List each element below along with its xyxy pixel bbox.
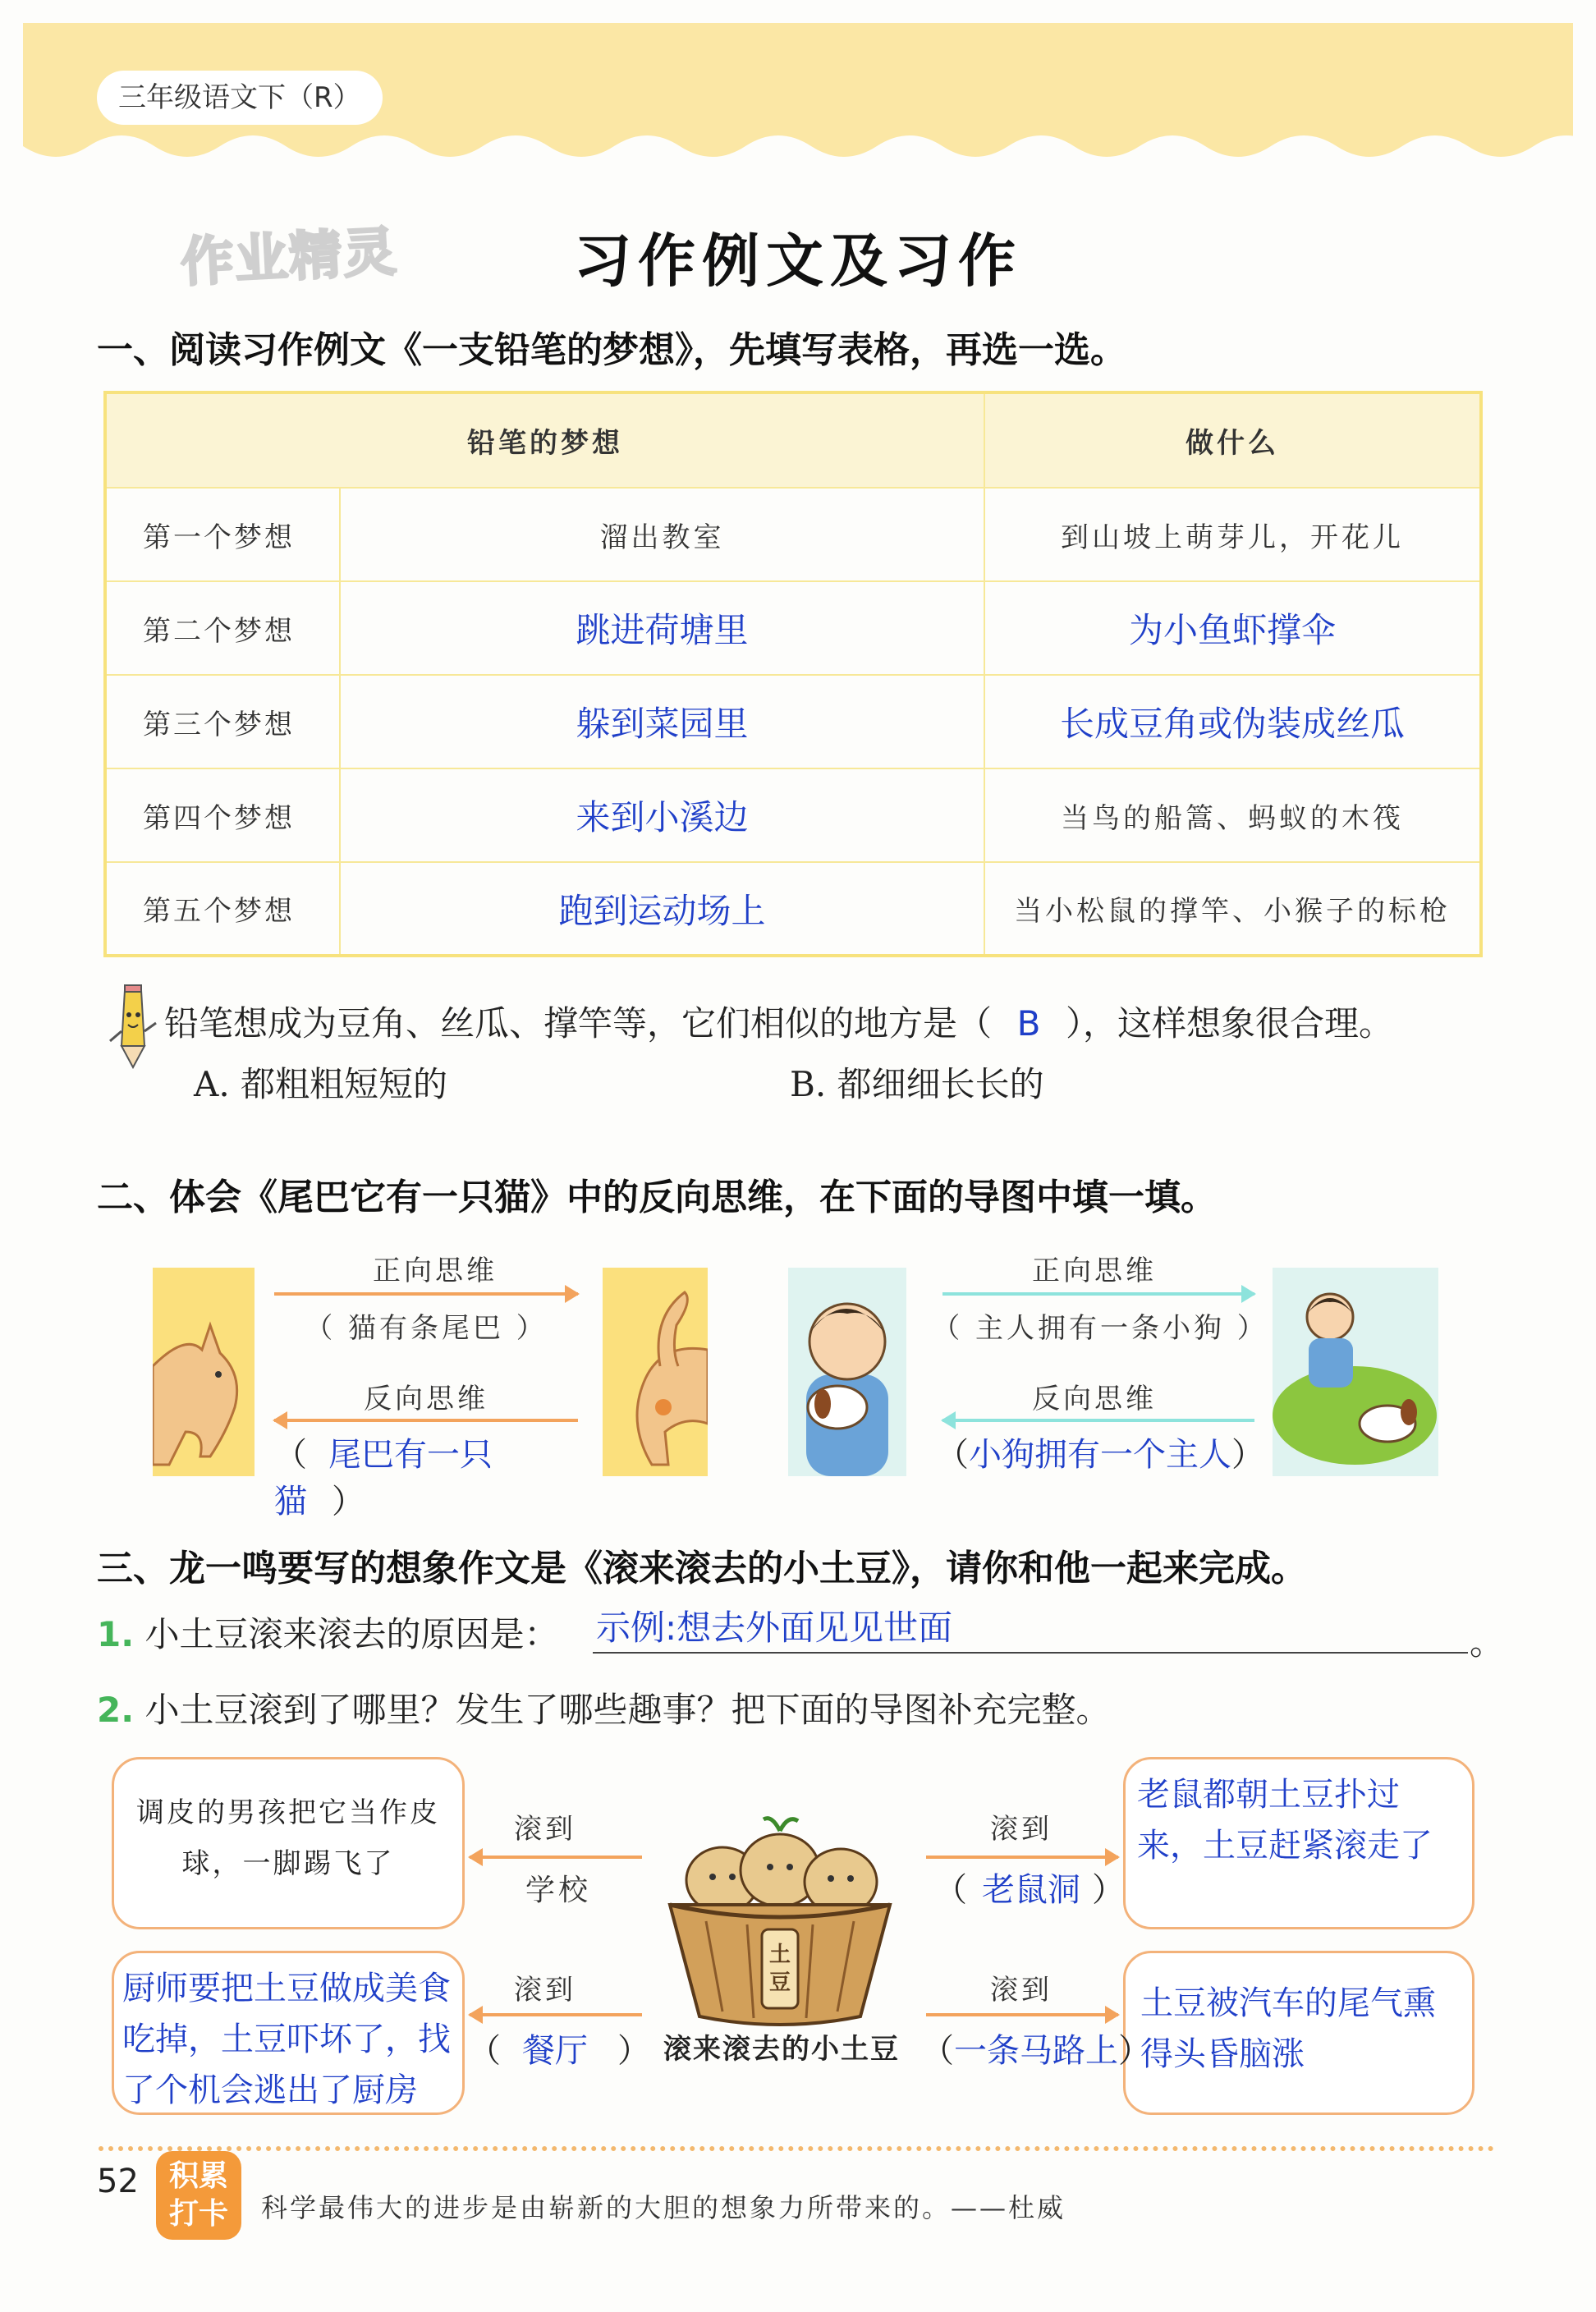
place-top-left: 学校	[525, 1874, 592, 1907]
paren-open: （	[934, 1871, 967, 1909]
right-forward-text: （ 主人拥有一条小狗 ）	[932, 1312, 1268, 1345]
question-answer[interactable]: B	[1016, 1003, 1041, 1044]
paren-close: ）	[1231, 1436, 1264, 1474]
page-title: 习作例文及习作	[574, 227, 1022, 295]
question-prefix: 铅笔想成为豆角、丝瓜、撑竿等，它们相似的地方是（	[164, 1003, 993, 1044]
section2-heading: 二、体会《尾巴它有一只猫》中的反向思维，在下面的导图中填一填。	[97, 1177, 1217, 1218]
place-bottom-right-row	[921, 2025, 1151, 2071]
left-reverse-row	[274, 1429, 578, 1522]
q1-answer-underline	[593, 1652, 1468, 1654]
q1-text: 小土豆滚来滚去的原因是：	[144, 1614, 559, 1654]
right-reverse-label: 反向思维	[1032, 1383, 1157, 1415]
place-top-right-row	[934, 1864, 1125, 1911]
badge-line1: 积累	[168, 2159, 228, 2193]
table-row	[105, 768, 1481, 862]
q2-line	[97, 1683, 1509, 1732]
action-cell-answer[interactable]: 为小鱼虾撑伞	[984, 581, 1481, 675]
q2-number: 2.	[97, 1690, 135, 1730]
table-row	[105, 488, 1481, 581]
badge-line2: 打卡	[168, 2197, 228, 2231]
boy-and-dog-field-picture	[1273, 1268, 1438, 1476]
paren-open: （	[936, 1436, 969, 1474]
dream-cell-answer[interactable]: 跳进荷塘里	[340, 581, 984, 675]
dream-cell: 溜出教室	[340, 488, 984, 581]
option-a: A. 都粗粗短短的	[194, 1064, 448, 1104]
footer-divider	[99, 2146, 1494, 2151]
action-cell-answer[interactable]: 长成豆角或伪装成丝瓜	[984, 675, 1481, 768]
grade-badge: 三年级语文下（R）	[97, 71, 383, 125]
action-cell: 当鸟的船篙、蚂蚁的木筏	[984, 768, 1481, 862]
pencil-dream-table	[103, 391, 1483, 957]
arrow-bottom-left	[470, 2013, 642, 2016]
table-row	[105, 581, 1481, 675]
table-header-dream: 铅笔的梦想	[105, 392, 984, 488]
mindmap-center-title: 滚来滚去的小土豆	[663, 2033, 900, 2066]
paren-open: （	[274, 1436, 307, 1474]
verb-bottom-left: 滚到	[514, 1974, 576, 2007]
left-forward-arrow	[274, 1292, 578, 1296]
left-reverse-label: 反向思维	[364, 1383, 488, 1415]
basket-label: 土豆	[768, 1943, 791, 1995]
row-label: 第二个梦想	[105, 581, 340, 675]
box-top-right	[1123, 1757, 1474, 1929]
story-bottom-left[interactable]: 厨师要把土豆做成美食吃掉，土豆吓坏了，找了个机会逃出了厨房	[122, 1970, 451, 2109]
tail-cat-picture	[603, 1268, 708, 1476]
dream-cell-answer[interactable]: 跑到运动场上	[340, 862, 984, 956]
left-forward-label: 正向思维	[373, 1255, 498, 1287]
tail-cat-drawing	[603, 1268, 708, 1476]
box-bottom-left	[112, 1951, 465, 2115]
verb-top-left: 滚到	[514, 1813, 576, 1846]
table-header-row	[105, 392, 1481, 488]
story-top-right[interactable]: 老鼠都朝土豆扑过来，土豆赶紧滚走了	[1137, 1776, 1433, 1865]
arrow-top-left	[470, 1856, 642, 1859]
story-top-left: 调皮的男孩把它当作皮球，一脚踢飞了	[136, 1796, 440, 1880]
cat-picture	[153, 1268, 255, 1476]
box-bottom-right	[1123, 1951, 1474, 2115]
action-cell: 到山坡上萌芽儿，开花儿	[984, 488, 1481, 581]
field-drawing	[1273, 1268, 1438, 1476]
right-forward-arrow	[942, 1292, 1254, 1296]
q2-text: 小土豆滚到了哪里？发生了哪些趣事？把下面的导图补充完整。	[144, 1690, 1111, 1730]
place-bottom-right[interactable]: 一条马路上	[954, 2032, 1118, 2070]
action-cell: 当小松鼠的撑竿、小猴子的标枪	[984, 862, 1481, 956]
q1-answer[interactable]: 示例:想去外面见见世面	[596, 1608, 953, 1648]
box-top-left	[112, 1757, 465, 1929]
page-number: 52	[97, 2163, 139, 2200]
row-label: 第四个梦想	[105, 768, 340, 862]
boy-dog-drawing	[788, 1268, 906, 1476]
right-reverse-arrow	[942, 1419, 1254, 1422]
verb-top-right: 滚到	[990, 1813, 1053, 1846]
row-label: 第五个梦想	[105, 862, 340, 956]
watermark: 作业精灵	[179, 222, 400, 294]
q1-number: 1.	[97, 1614, 135, 1654]
place-bottom-left[interactable]: 餐厅	[522, 2032, 588, 2070]
option-b: B. 都细细长长的	[790, 1064, 1044, 1104]
paren-close: ）	[1092, 1871, 1125, 1909]
place-bottom-left-row	[468, 2025, 650, 2071]
accumulate-badge	[156, 2151, 241, 2240]
row-label: 第三个梦想	[105, 675, 340, 768]
right-forward-label: 正向思维	[1032, 1255, 1157, 1287]
story-bottom-right[interactable]: 土豆被汽车的尾气熏得头昏脑涨	[1140, 1984, 1436, 2073]
section1-heading: 一、阅读习作例文《一支铅笔的梦想》，先填写表格，再选一选。	[97, 329, 1126, 371]
paren-open: （	[468, 2032, 501, 2070]
section1-question	[164, 997, 1393, 1046]
paren-close: ）	[332, 1483, 365, 1521]
place-top-right[interactable]: 老鼠洞	[982, 1871, 1080, 1909]
footer-quote: 科学最伟大的进步是由崭新的大胆的想象力所带来的。——杜威	[261, 2192, 1066, 2223]
left-reverse-answer[interactable]: 尾巴有一只猫	[274, 1436, 493, 1521]
question-suffix: ），这样想象很合理。	[1066, 1003, 1394, 1044]
cat-drawing	[153, 1268, 255, 1476]
left-forward-text: （ 猫有条尾巴 ）	[305, 1312, 548, 1345]
table-row	[105, 862, 1481, 956]
arrow-bottom-right	[926, 2013, 1118, 2016]
paren-open: （	[921, 2032, 954, 2070]
pencil-character-icon	[107, 982, 159, 1072]
verb-bottom-right: 滚到	[990, 1974, 1053, 2007]
table-header-action: 做什么	[984, 392, 1481, 488]
section3-heading: 三、龙一鸣要写的想象作文是《滚来滚去的小土豆》，请你和他一起来完成。	[97, 1548, 1307, 1590]
q1-end: 。	[1470, 1622, 1505, 1663]
dream-cell-answer[interactable]: 躲到菜园里	[340, 675, 984, 768]
left-reverse-arrow	[274, 1419, 578, 1422]
right-reverse-row	[936, 1429, 1281, 1475]
paren-close: ）	[1118, 2032, 1151, 2070]
paren-close: ）	[617, 2032, 650, 2070]
potato-basket-picture	[657, 1806, 903, 2033]
right-reverse-answer[interactable]: 小狗拥有一个主人	[969, 1436, 1231, 1474]
row-label: 第一个梦想	[105, 488, 340, 581]
boy-with-dog-picture	[788, 1268, 906, 1476]
dream-cell-answer[interactable]: 来到小溪边	[340, 768, 984, 862]
arrow-top-right	[926, 1856, 1118, 1859]
table-row	[105, 675, 1481, 768]
